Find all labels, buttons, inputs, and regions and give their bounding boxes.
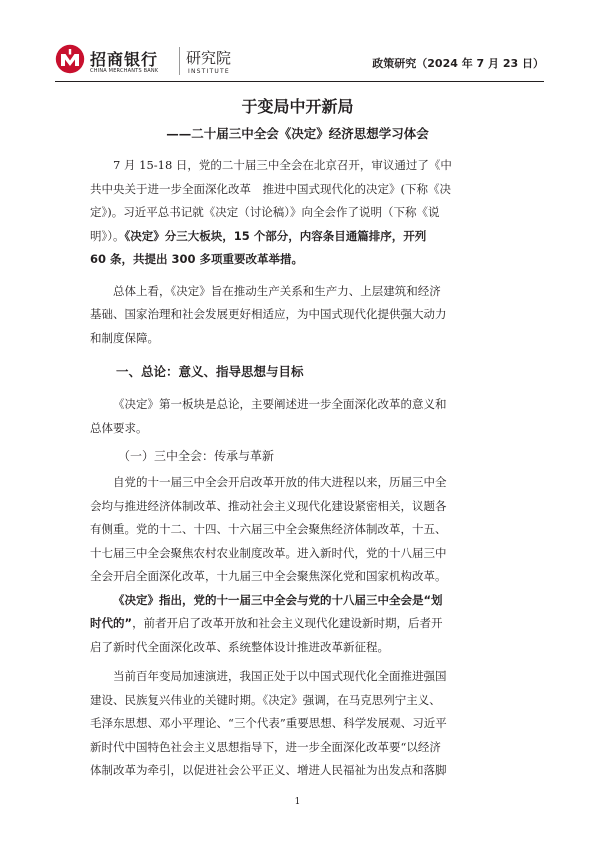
text-line: 全会开启全面深化改革，十九届三中全会聚焦深化党和国家机构改革。 xyxy=(90,569,447,583)
paragraph-section-intro xyxy=(90,393,520,440)
page-number: 1 xyxy=(294,797,301,807)
text-line: 自党的十一届三中全会开启改革开放的伟大进程以来，历届三中全 xyxy=(113,475,447,489)
text-line: 毛泽东思想、邓小平理论、“三个代表”重要思想、科学发展观、习近平 xyxy=(90,716,447,730)
bold-text-run: 《决定》分三大板块，15 个部分，内容条目通篇排序，开列 xyxy=(124,228,427,243)
text-line: 有侧重。党的十二、十四、十六届三中全会聚焦经济体制改革，十五、 xyxy=(90,522,447,536)
document-label: 政策研究（2024 年 7 月 23 日） xyxy=(372,57,544,70)
page-title: 于变局中开新局 xyxy=(241,97,354,116)
paragraph-intro xyxy=(90,154,520,272)
text-line: 《决定》指出，党的十一届三中全会与党的十八届三中全会是“划 xyxy=(113,592,443,607)
bank-name-en: CHINA MERCHANTS BANK xyxy=(90,68,159,74)
text-line: 新时代中国特色社会主义思想指导下，进一步全面深化改革要“以经济 xyxy=(90,739,441,754)
paragraph-epochal xyxy=(90,589,520,660)
text-line: 《决定》第一板块是总论，主要阐述进一步全面深化改革的意义和 xyxy=(113,397,447,411)
text-line: 当前百年变局加速演进，我国正处于以中国式现代化全面推进强国 xyxy=(113,669,447,683)
text-run: ，前者开启了改革开放和社会主义现代化建设新时期，后者开 xyxy=(132,616,443,630)
institute-name-cn: 研究院 xyxy=(186,49,232,67)
page-subtitle: ——二十届三中全会《决定》经济思想学习体会 xyxy=(166,126,429,141)
text-line: 和制度保障。 xyxy=(90,330,159,345)
bold-text-run: 时代的” xyxy=(90,616,133,630)
text-line: 体制改革为牵引，以促进社会公平正义、增进人民福祉为出发点和落脚 xyxy=(90,763,447,777)
text-line: 定》)。习近平总书记就《决定（讨论稿）》向全会作了说明（下称《说 xyxy=(90,205,440,219)
text-line: 会均与推进经济体制改革、推动社会主义现代化建设紧密相关，议题各 xyxy=(90,498,447,513)
subsection-heading: （一）三中全会：传承与革新 xyxy=(118,449,275,463)
text-line: 7 月 15-18 日，党的二十届三中全会在北京召开，审议通过了《中 xyxy=(113,158,452,172)
cmb-logo-icon xyxy=(55,44,85,74)
text-line: 60 条，共提出 300 多项重要改革举措。 xyxy=(90,252,304,266)
text-line: 基础、国家治理和社会发展更好相适应，为中国式现代化提供强大动力 xyxy=(90,307,447,321)
text-line xyxy=(90,612,520,636)
text-line: 建设、民族复兴伟业的关键时期。《决定》强调，在马克思列宁主义、 xyxy=(90,692,441,707)
paragraph-history xyxy=(90,471,520,589)
text-line xyxy=(90,225,520,249)
page-header xyxy=(55,44,544,78)
logo-divider xyxy=(179,47,180,75)
header-rule xyxy=(55,81,544,82)
text-line: 总体上看，《决定》旨在推动生产关系和生产力、上层建筑和经济 xyxy=(113,283,441,298)
institute-name-en: INSTITUTE xyxy=(188,68,230,75)
section-heading: 一、总论：意义、指导思想与目标 xyxy=(116,364,304,379)
bank-name-cn: 招商银行 xyxy=(90,50,159,69)
document-body xyxy=(90,154,520,783)
text-line: 共中央关于进一步全面深化改革 推进中国式现代化的决定》(下称《决 xyxy=(90,181,451,196)
text-line: 十七届三中全会聚焦农村农业制度改革。进入新时代，党的十八届三中 xyxy=(90,545,447,560)
text-line: 启了新时代全面深化改革、系统整体设计推进改革新征程。 xyxy=(90,639,389,654)
paragraph-overview xyxy=(90,280,520,351)
paragraph-current xyxy=(90,665,520,783)
text-line: 总体要求。 xyxy=(90,420,148,435)
text-run: 明》）。 xyxy=(90,228,125,243)
